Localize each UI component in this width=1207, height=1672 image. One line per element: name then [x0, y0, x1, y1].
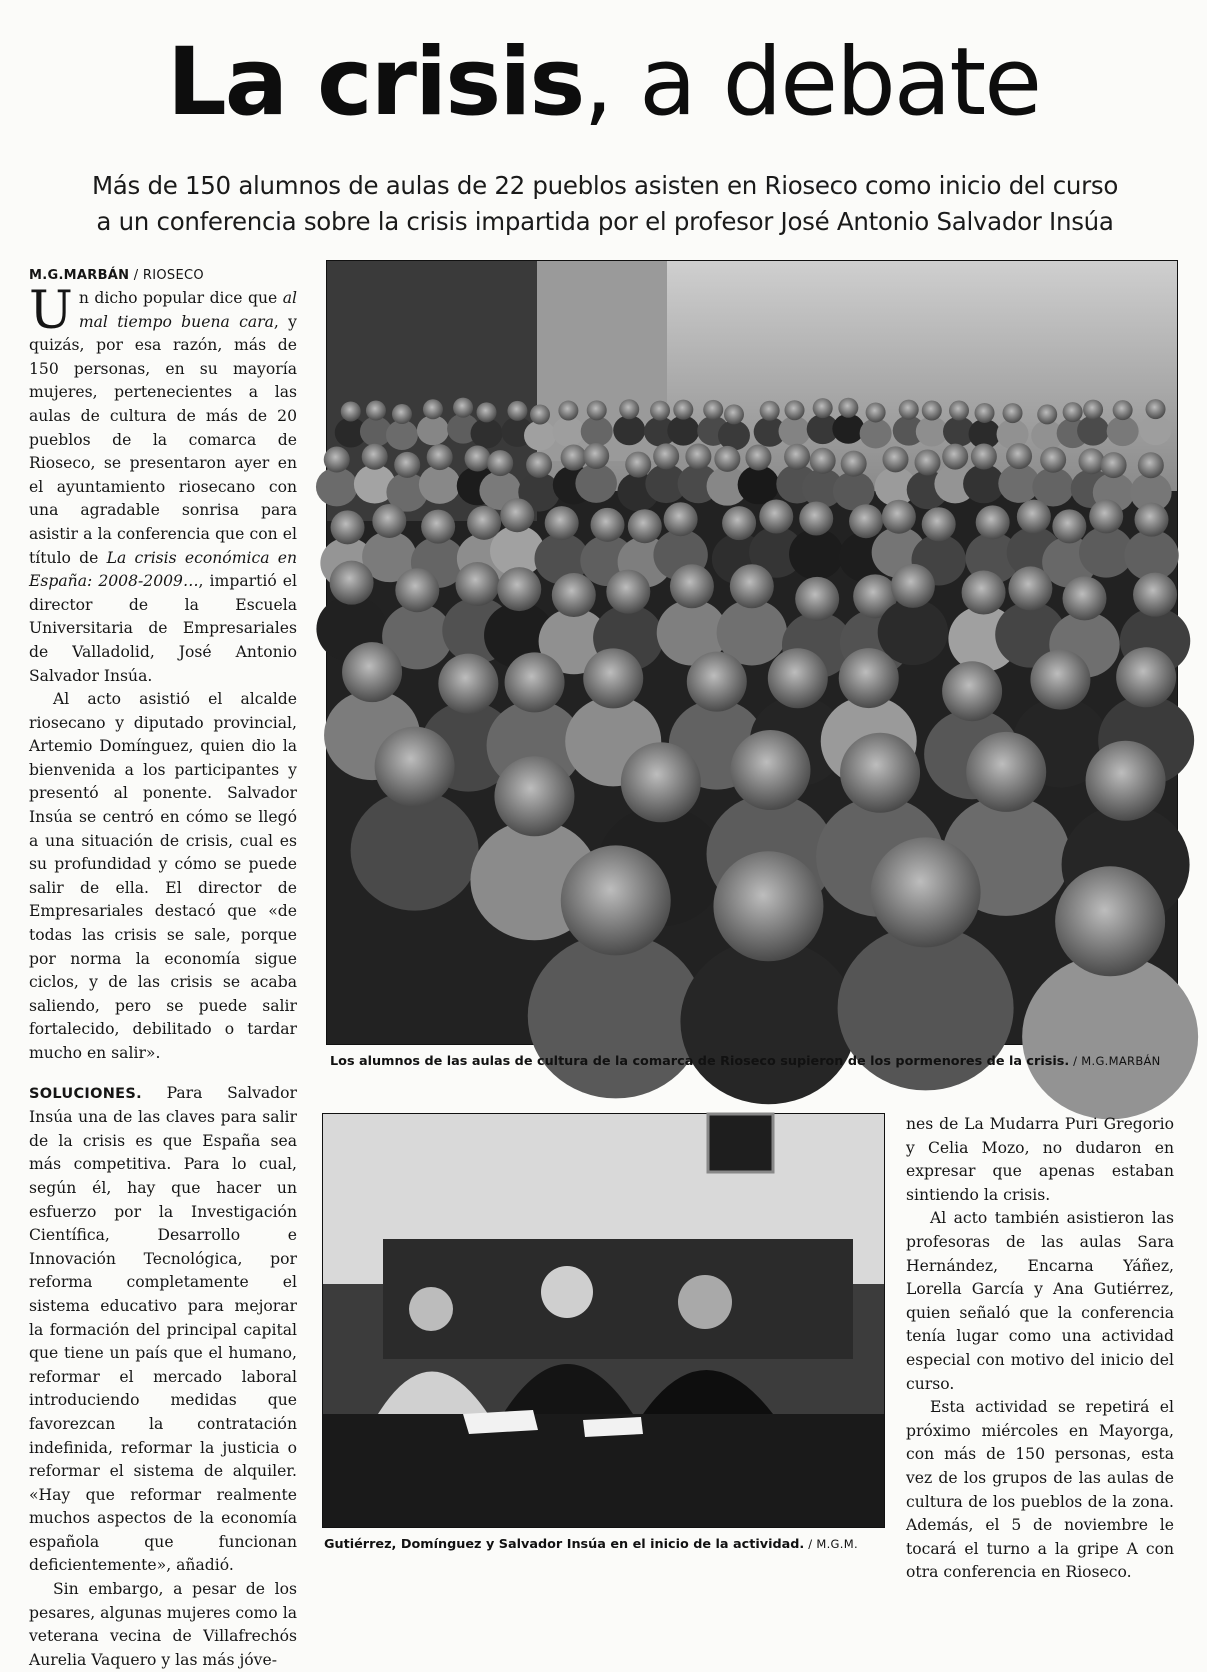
audience-member-head — [841, 451, 867, 477]
audience-member-body — [316, 467, 358, 506]
article-paragraph-3 — [29, 1082, 297, 1578]
audience-member-head — [526, 452, 552, 478]
audience-member-head — [587, 400, 607, 420]
audience-member-head — [685, 443, 711, 469]
audience-member-body — [832, 414, 864, 444]
audience-member-head — [591, 508, 625, 542]
audience-member-head — [730, 564, 774, 608]
audience-member-head — [545, 506, 579, 540]
audience-member-head — [838, 398, 858, 418]
audience-member-head — [558, 401, 578, 421]
audience-member-head — [795, 577, 839, 621]
audience-member-body — [351, 791, 479, 911]
audience-member-head — [465, 446, 491, 472]
audience-member-body — [1140, 415, 1172, 445]
audience-member-head — [497, 567, 541, 611]
audience-member-head — [942, 444, 968, 470]
audience-member-body — [738, 465, 780, 504]
audience-member-head — [619, 399, 639, 419]
audience-member-head — [507, 401, 527, 421]
audience-member-head — [899, 400, 919, 420]
audience-member-head — [500, 498, 534, 532]
audience-member-head — [1040, 447, 1066, 473]
audience-member-head — [840, 733, 920, 813]
drop-cap: U — [29, 281, 73, 341]
audience-member-head — [882, 446, 908, 472]
audience-member-head — [839, 648, 899, 708]
audience-member-head — [724, 404, 744, 424]
article-paragraph-6: Al acto también asistieron las profesoras de las aulas Sara Hernández, Encarna Yáñez, Lorella García y Ana Gutiérrez, quien señaló que la conferencia tenía lugar como una actividad especial con motivo del inicio del curso. — [906, 1209, 1174, 1393]
audience-member-head — [341, 401, 361, 421]
emphasis-text: La crisis económica en España: 2008-2009… — [29, 548, 297, 591]
audience-member-head — [423, 399, 443, 419]
audience-member-head — [759, 499, 793, 533]
audience-member-head — [1008, 566, 1052, 610]
audience-member-head — [621, 742, 701, 822]
audience-member-head — [915, 449, 941, 475]
audience-photo-caption — [330, 1054, 1161, 1069]
audience-member-head — [810, 448, 836, 474]
subheadline-line-2: a un conferencia sobre la crisis impartida por el profesor José Antonio Salvador Insúa — [96, 207, 1114, 236]
audience-member-head — [477, 402, 497, 422]
audience-member-body — [1022, 954, 1198, 1119]
audience-member-body — [524, 421, 556, 451]
audience-member-head — [427, 444, 453, 470]
audience-member-head — [505, 652, 565, 712]
audience-member-head — [722, 506, 756, 540]
text-run: , y quizás, por esa razón, más de 150 personas, en su mayoría mujeres, pertenecientes a las aulas de cultura de más de 20 pueblos de la comarca de Rioseco, se presentaron ayer en el ayuntamiento riosecano con una agradable sonrisa para asistir a la conferencia que con el título de — [29, 312, 297, 567]
audience-member-head — [713, 851, 823, 961]
audience-member-head — [882, 500, 916, 534]
audience-member-head — [362, 444, 388, 470]
audience-member-head — [799, 501, 833, 535]
audience-member-head — [813, 398, 833, 418]
audience-member-head — [687, 652, 747, 712]
photo-credit: / M.G.MARBÁN — [1069, 1054, 1161, 1068]
audience-member-head — [455, 562, 499, 606]
emphasis-text: al mal tiempo buena cara — [78, 289, 297, 331]
audience-member-head — [745, 445, 771, 471]
article-paragraph-7: Esta actividad se repetirá el próximo miércoles en Mayorga, con más de 150 personas, esta vez de los grupos de las aulas de cultura de los pueblos de la zona. Además, el 5 de noviembre le tocará el turno a la gripe A con otra conferencia en Rioseco. — [906, 1398, 1174, 1582]
audience-member-body — [552, 417, 584, 447]
audience-member-head — [342, 642, 402, 702]
audience-member-body — [789, 529, 843, 580]
audience-member-head — [606, 570, 650, 614]
audience-member-head — [1079, 448, 1105, 474]
audience-member-head — [494, 756, 574, 836]
audience-member-head — [1086, 741, 1166, 821]
panel-photo-caption — [324, 1537, 858, 1552]
audience-member-head — [1006, 443, 1032, 469]
audience-member-head — [1083, 400, 1103, 420]
headline — [0, 28, 1207, 138]
audience-member-head — [628, 509, 662, 543]
article-paragraph-2: Al acto asistió el alcalde riosecano y diputado provincial, Artemio Domínguez, quien dio la bienvenida a los participantes y presentó al ponente. Salvador Insúa se centró en cómo se llegó a una situación de crisis, cual es su profundidad y cómo se puede salir de ella. El director de Empresariales destacó que «de todas las crisis se sale, porque por norma la economía sigue ciclos, y de las crisis se acaba saliendo, pero se puede salir fortalecido, debilitado o tardar mucho en salir». — [29, 690, 297, 1062]
audience-member-head — [583, 648, 643, 708]
audience-member-head — [438, 654, 498, 714]
audience-member-head — [1101, 452, 1127, 478]
audience-member-head — [871, 837, 981, 947]
audience-member-head — [760, 401, 780, 421]
caption-text: Gutiérrez, Domínguez y Salvador Insúa en el inicio de la actividad. — [324, 1537, 805, 1552]
audience-member-head — [1146, 399, 1166, 419]
audience-member-head — [330, 561, 374, 605]
audience-member-body — [1077, 416, 1109, 446]
audience-member-body — [667, 416, 699, 446]
article-paragraph-1 — [29, 281, 297, 688]
photo-credit: / M.G.M. — [804, 1537, 858, 1551]
audience-member-head — [421, 510, 455, 544]
audience-member-body — [581, 416, 613, 446]
audience-member-head — [392, 404, 412, 424]
audience-member-head — [785, 400, 805, 420]
audience-member-body — [680, 939, 856, 1104]
audience-member-head — [467, 506, 501, 540]
audience-member-head — [922, 401, 942, 421]
audience-member-head — [331, 510, 365, 544]
audience-member-head — [583, 443, 609, 469]
byline-location: / RIOSECO — [129, 268, 204, 283]
audience-member-head — [1089, 499, 1123, 533]
audience-photo — [326, 260, 1178, 1045]
audience-member-head — [394, 452, 420, 478]
subheadline-line-1: Más de 150 alumnos de aulas de 22 pueblos asisten en Rioseco como inicio del curso — [91, 171, 1119, 200]
audience-member-head — [561, 845, 671, 955]
audience-member-head — [1113, 400, 1133, 420]
audience-member-head — [653, 443, 679, 469]
audience-member-head — [1055, 866, 1165, 976]
audience-member-body — [471, 418, 503, 448]
audience-member-head — [784, 444, 810, 470]
audience-member-head — [866, 402, 886, 422]
audience-member-body — [878, 599, 948, 665]
audience-member-body — [528, 933, 704, 1098]
audience-member-head — [1063, 402, 1083, 422]
audience-member-body — [417, 415, 449, 445]
audience-member-body — [916, 417, 948, 447]
audience-member-head — [1030, 650, 1090, 710]
audience-member-head — [375, 727, 455, 807]
text-run: n dicho popular dice que — [78, 289, 283, 307]
audience-member-body — [718, 420, 750, 450]
audience-member-body — [386, 420, 418, 450]
headline-bold: La crisis — [166, 28, 584, 137]
audience-member-head — [1063, 576, 1107, 620]
audience-member-head — [1052, 509, 1086, 543]
audience-member-head — [1037, 404, 1057, 424]
audience-member-head — [1003, 403, 1023, 423]
audience-member-body — [1107, 416, 1139, 446]
audience-member-head — [971, 444, 997, 470]
audience-member-head — [731, 730, 811, 810]
audience-member-head — [1138, 452, 1164, 478]
subheadline — [20, 168, 1190, 240]
audience-member-body — [779, 416, 811, 446]
audience-member-head — [530, 405, 550, 425]
audience-member-head — [453, 398, 473, 418]
audience-member-head — [922, 507, 956, 541]
audience-member-head — [487, 450, 513, 476]
section-label: SOLUCIONES. — [29, 1085, 142, 1102]
caption-text: Los alumnos de las aulas de cultura de la comarca de Rioseco supieron de los pormenores de la crisis. — [330, 1054, 1070, 1069]
panel-photo — [322, 1113, 885, 1528]
audience-member-head — [849, 504, 883, 538]
audience-member-head — [891, 564, 935, 608]
audience-member-head — [561, 445, 587, 471]
audience-member-head — [962, 571, 1006, 615]
headline-rest: , a debate — [583, 28, 1041, 137]
audience-member-head — [673, 400, 693, 420]
audience-member-head — [1017, 500, 1051, 534]
audience-member-head — [976, 505, 1010, 539]
audience-member-head — [395, 568, 439, 612]
byline-author: M.G.MARBÁN — [29, 268, 130, 283]
audience-member-head — [670, 564, 714, 608]
audience-member-head — [949, 401, 969, 421]
audience-member-body — [613, 415, 645, 445]
audience-member-head — [1135, 503, 1169, 537]
audience-member-body — [860, 418, 892, 448]
audience-member-head — [1116, 647, 1176, 707]
audience-member-body — [575, 464, 617, 503]
audience-member-head — [324, 447, 350, 473]
audience-member-head — [966, 732, 1046, 812]
text-run: Para Salvador Insúa una de las claves para salir de la crisis es que España sea más competitiva. Para lo cual, según él, hay que hacer un esfuerzo por la Investigación Científica, Desarrollo e Innovación Tecnológica, por reforma completamente el sistema educativo para mejorar la formación del principal capital que tiene un país que el humano, reformar el mercado laboral introduciendo medidas que favorezcan la contratación indefinida, reformar la justicia o reformar el sistema de alquiler. «Hay que reformar realmente muchos aspectos de la economía española que funcionan deficientemente», añadió. — [29, 1083, 297, 1575]
audience-member-head — [625, 452, 651, 478]
article-column-3 — [906, 1113, 1174, 1582]
audience-member-head — [942, 661, 1002, 721]
audience-member-head — [768, 648, 828, 708]
audience-member-head — [650, 401, 670, 421]
audience-member-head — [552, 573, 596, 617]
audience-member-head — [372, 504, 406, 538]
audience-member-head — [703, 400, 723, 420]
article-column-1 — [29, 281, 297, 1669]
audience-member-head — [1133, 573, 1177, 617]
text-run: , impartió el director de la Escuela Universitaria de Empresariales de Valladolid, José Antonio Salvador Insúa. — [29, 572, 297, 685]
article-paragraph-5: nes de La Mudarra Puri Gregorio y Celia Mozo, no dudaron en expresar que apenas estaban sintiendo la crisis. — [906, 1115, 1174, 1204]
audience-member-head — [714, 446, 740, 472]
article-paragraph-4: Sin embargo, a pesar de los pesares, algunas mujeres como la veterana vecina de Villafrechós Aurelia Vaquero y las más jóve- — [29, 1580, 297, 1669]
audience-member-head — [664, 502, 698, 536]
audience-member-body — [419, 465, 461, 504]
audience-member-head — [975, 403, 995, 423]
audience-member-head — [366, 401, 386, 421]
